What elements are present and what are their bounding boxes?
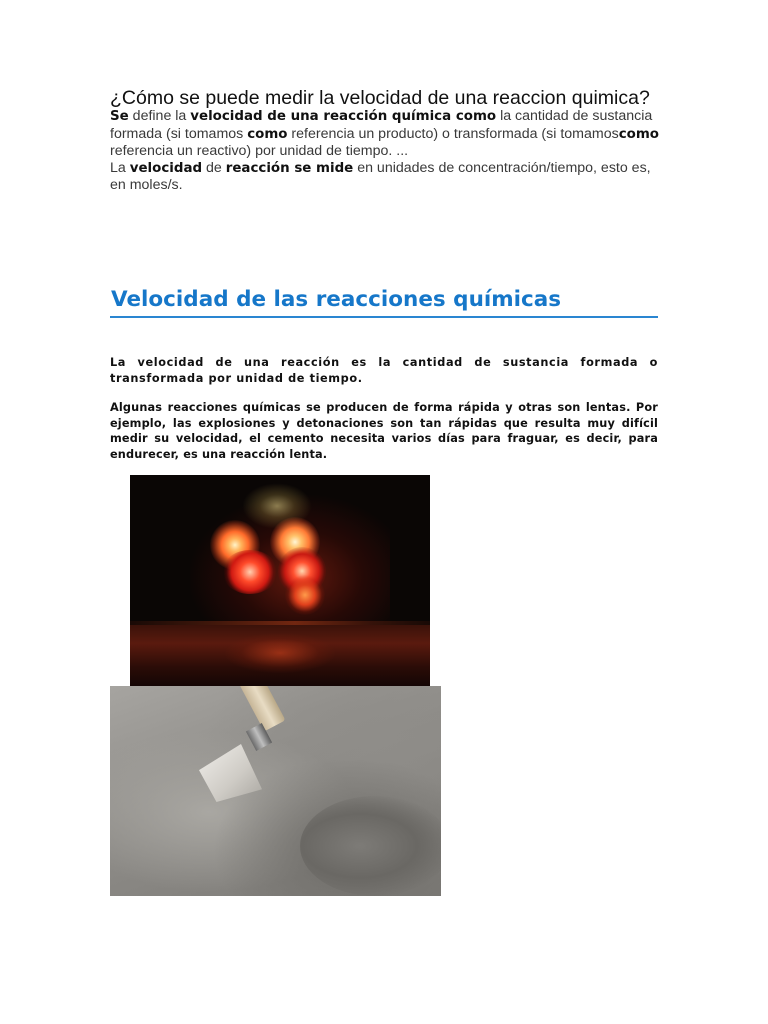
cement-mound xyxy=(300,796,441,896)
water-reflection xyxy=(225,633,335,673)
fireworks-photo xyxy=(130,475,430,686)
definition-text-span: reacción se mide xyxy=(225,160,354,176)
definition-text-span: velocidad de una reacción química como xyxy=(190,109,497,124)
definition-text-span: en unidades de concentración/tiempo, esto es, en moles/s. xyxy=(110,159,651,194)
definition-text-span: define la xyxy=(128,108,191,124)
title-underline-divider xyxy=(110,316,658,318)
definition-text-span: referencia un reactivo) por unidad de tiempo. ... xyxy=(110,143,409,160)
definition-text-span: La xyxy=(110,159,130,176)
definition-paragraph-2 xyxy=(110,160,670,194)
definition-text-span: de xyxy=(202,159,226,176)
definition-text-span: referencia un producto) o transformada (si tomamos xyxy=(287,125,619,142)
question-heading: ¿Cómo se puede medir la velocidad de una reaccion quimica? xyxy=(110,87,650,109)
definition-text-span: velocidad xyxy=(129,160,203,176)
cement-photo xyxy=(110,686,441,896)
definition-text-span: la cantidad de sustancia formada (si tomamos xyxy=(110,108,653,142)
definition-text-span: como xyxy=(618,126,659,142)
definition-paragraph-1 xyxy=(110,108,670,160)
definition-text-span: Se xyxy=(110,109,129,124)
section-paragraph-1: La velocidad de una reacción es la cantidad de sustancia formada o transformada por unidad de tiempo. xyxy=(110,356,658,385)
definition-block xyxy=(110,108,670,194)
firework-burst xyxy=(285,575,325,615)
definition-text-span: como xyxy=(247,126,288,142)
firework-burst xyxy=(222,550,278,594)
section-title: Velocidad de las reacciones químicas xyxy=(111,287,562,312)
section-paragraph-2: Algunas reacciones químicas se producen de forma rápida y otras son lentas. Por ejemplo, las explosiones y detonaciones son tan rápidas que resulta muy difícil medir su velocidad, el cemento necesita varios días para fraguar, es decir, para endurecer, es una reacción lenta. xyxy=(110,401,658,461)
trowel-blade xyxy=(192,744,262,802)
